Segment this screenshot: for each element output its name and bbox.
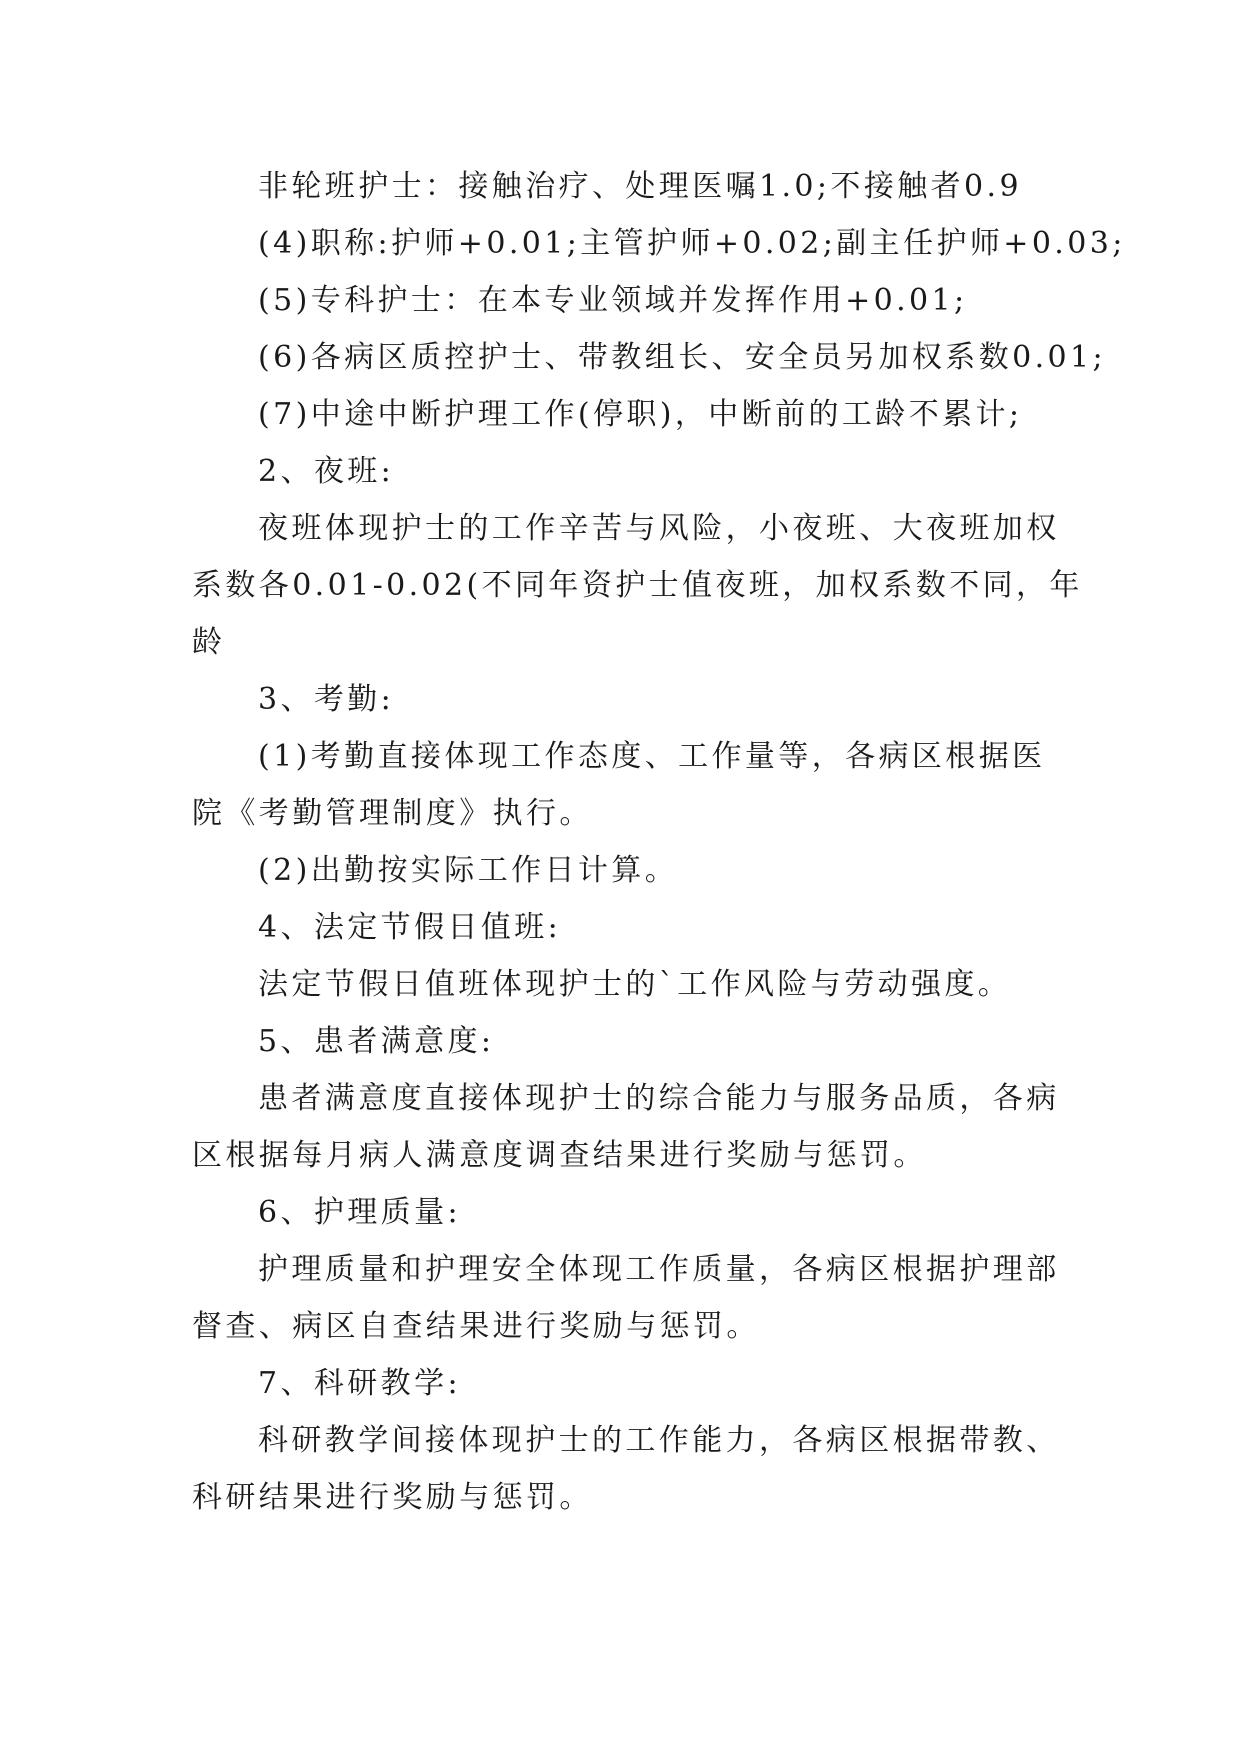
text-line-4: (6)各病区质控护士、带教组长、安全员另加权系数0.01; (258, 340, 1106, 375)
section-heading-nursing-quality: 6、护理质量: (258, 1195, 461, 1230)
section-heading-research-teaching: 7、科研教学: (258, 1366, 461, 1401)
section-heading-patient-satisfaction: 5、患者满意度: (258, 1024, 495, 1059)
text-line-8: 系数各0.01-0.02(不同年资护士值夜班，加权系数不同，年 (192, 568, 1083, 603)
section-heading-attendance: 3、考勤: (258, 682, 395, 717)
text-line-11: (1)考勤直接体现工作态度、工作量等，各病区根据医 (258, 739, 1046, 774)
text-line-15: 法定节假日值班体现护士的`工作风险与劳动强度。 (258, 967, 1012, 1002)
section-heading-night-shift: 2、夜班: (258, 454, 395, 489)
text-line-3: (5)专科护士：在本专业领域并发挥作用+0.01; (258, 283, 968, 318)
text-line-24: 科研结果进行奖励与惩罚。 (192, 1480, 593, 1515)
text-line-17: 患者满意度直接体现护士的综合能力与服务品质，各病 (258, 1081, 1060, 1116)
text-line-13: (2)出勤按实际工作日计算。 (258, 853, 679, 888)
text-line-2: (4)职称:护师+0.01;主管护师+0.02;副主任护师+0.03; (258, 226, 1126, 261)
text-line-23: 科研教学间接体现护士的工作能力，各病区根据带教、 (258, 1423, 1060, 1458)
text-line-12: 院《考勤管理制度》执行。 (192, 796, 593, 831)
text-line-1: 非轮班护士：接触治疗、处理医嘱1.0;不接触者0.9 (258, 169, 1022, 204)
text-line-7: 夜班体现护士的工作辛苦与风险，小夜班、大夜班加权 (258, 511, 1060, 546)
text-line-20: 护理质量和护理安全体现工作质量，各病区根据护理部 (258, 1252, 1060, 1287)
text-line-21: 督查、病区自查结果进行奖励与惩罚。 (192, 1309, 760, 1344)
text-line-18: 区根据每月病人满意度调查结果进行奖励与惩罚。 (192, 1138, 927, 1173)
text-line-5: (7)中途中断护理工作(停职)，中断前的工龄不累计; (258, 397, 1023, 432)
text-line-9: 龄 (192, 625, 226, 660)
section-heading-holiday-duty: 4、法定节假日值班: (258, 910, 562, 945)
